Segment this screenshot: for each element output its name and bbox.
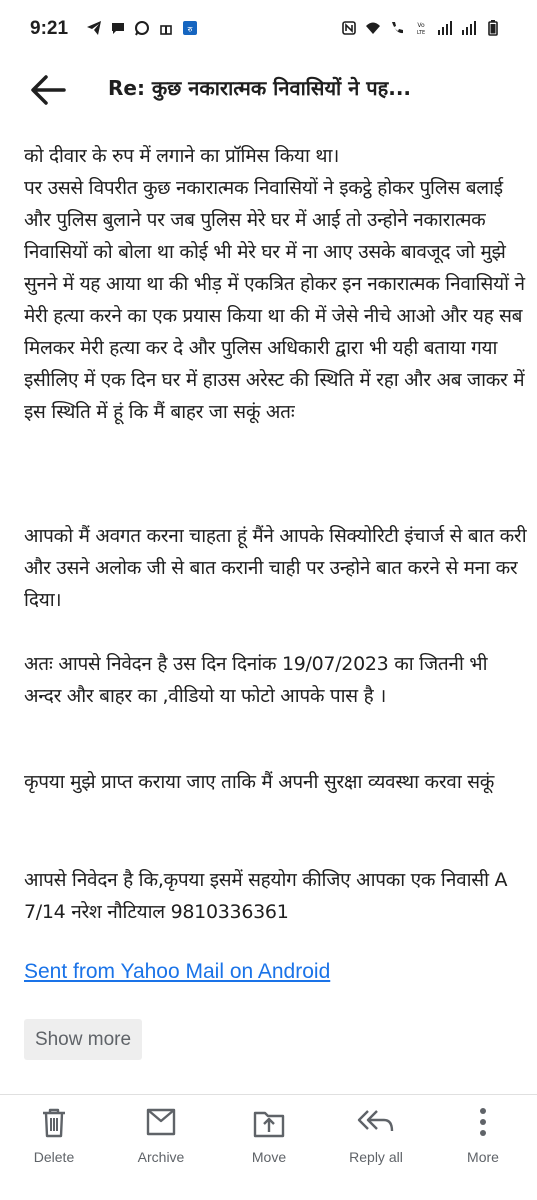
status-bar	[0, 0, 537, 62]
svg-text:Vo: Vo	[417, 22, 425, 29]
app-bar	[0, 62, 537, 118]
email-paragraph: अतः आपसे निवेदन है उस दिन दिनांक 19/07/2023 का जितनी भी अन्दर और बाहर का ,वीडियो या फोटो आपके पास है ।	[24, 653, 488, 707]
status-time: 9:21	[30, 18, 69, 39]
nfc-icon	[341, 20, 357, 36]
app-icon	[182, 20, 198, 36]
battery-icon	[485, 20, 501, 36]
more-button[interactable]	[433, 1095, 533, 1175]
reply-all-icon	[356, 1107, 396, 1137]
signal-icon	[461, 20, 477, 36]
archive-button[interactable]	[111, 1095, 211, 1175]
move-label: Move	[251, 1149, 287, 1165]
delete-label: Delete	[33, 1149, 75, 1165]
notification-icons	[86, 20, 198, 36]
call-icon	[389, 20, 405, 36]
system-navigation-bar	[0, 1174, 537, 1200]
email-body[interactable]	[24, 118, 528, 1086]
wifi-icon	[365, 20, 381, 36]
bottom-action-bar	[0, 1094, 537, 1175]
email-paragraph: कृपया मुझे प्राप्त कराया जाए ताकि मैं अपनी सुरक्षा व्यवस्था करवा सकूं	[24, 771, 495, 793]
system-icons	[341, 20, 501, 36]
telegram-icon	[86, 20, 102, 36]
email-subject: Re: कुछ नकारात्मक निवासियों ने पह...	[108, 76, 412, 100]
show-more-button[interactable]: Show more	[24, 1019, 142, 1060]
reply-all-button[interactable]	[326, 1095, 426, 1175]
volte-icon	[413, 20, 429, 36]
gift-icon	[158, 20, 174, 36]
signature-link[interactable]: Sent from Yahoo Mail on Android	[24, 960, 331, 983]
email-paragraph: को दीवार के रुप में लगाने का प्रॉमिस किया था। पर उससे विपरीत कुछ नकारात्मक निवासियों ने इकट्ठे होकर पुलिस बलाई और पुलिस बुलाने पर जब पुलिस मेरे घर में आई तो उन्होने नकारात्मक निवासियों को बोला था कोई भी मेरे घर में ना आए उसके बावजूद जो मुझे सुनने में यह आया था की भीड़ में एकत्रित होकर इन नकारात्मक निवासियों ने मेरी हत्या करने का एक प्रयास किया था की में जेसे नीचे आओ और यह सब मिलकर मेरी हत्या कर दे और पुलिस अधिकारी द्वारा भी यही बताया गया इसीलिए में एक दिन घर में हाउस अरेस्ट की स्थिति में रहा और अब जाकर में इस स्थिति में हूं कि मैं बाहर जा सकूं अतः	[24, 145, 525, 423]
move-button[interactable]	[219, 1095, 319, 1175]
more-label: More	[467, 1149, 499, 1165]
reply-all-label: Reply all	[349, 1149, 403, 1165]
signal-icon	[437, 20, 453, 36]
archive-label: Archive	[137, 1149, 185, 1165]
more-vertical-icon	[478, 1107, 488, 1137]
email-paragraph: आपको मैं अवगत करना चाहता हूं मैंने आपके सिक्योरिटी इंचार्ज से बात करी और उसने अलोक जी से बात करानी चाही पर उन्होने बात करने से मना कर दिया।	[24, 525, 527, 611]
delete-button[interactable]	[4, 1095, 104, 1175]
whatsapp-icon	[134, 20, 150, 36]
svg-text:LTE: LTE	[416, 30, 426, 36]
email-paragraph: आपसे निवेदन है कि,कृपया इसमें सहयोग कीजिए आपका एक निवासी A 7/14 नरेश नौटियाल 9810336361	[24, 869, 508, 923]
move-icon	[252, 1107, 286, 1139]
archive-icon	[145, 1107, 177, 1137]
back-arrow-icon[interactable]	[28, 72, 68, 108]
chat-icon	[110, 20, 126, 36]
svg-text:रु: रु	[187, 25, 193, 34]
trash-icon	[40, 1107, 68, 1139]
